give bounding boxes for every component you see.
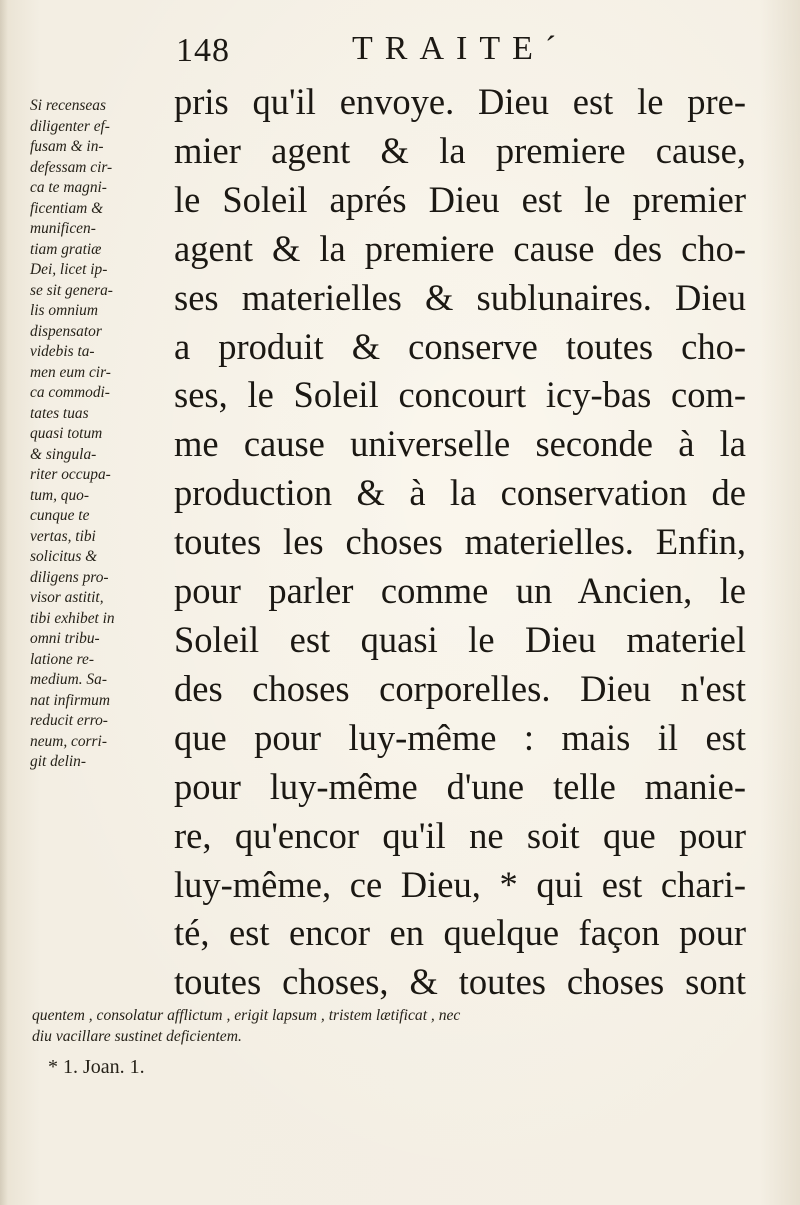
continuation-line: quentem , consolatur afflictum , erigit lapsum , tristem lætificat , nec	[32, 1007, 461, 1024]
continuation-line: diu vacillare sustinet deficientem.	[32, 1028, 242, 1045]
page-header	[0, 28, 800, 78]
page-number: 148	[176, 32, 230, 69]
text-line: production & à la conservation de	[174, 472, 746, 514]
page-gutter-shadow	[0, 0, 8, 1205]
text-line: a produit & conserve toutes cho-	[174, 325, 746, 367]
text-line: agent & la premiere cause des cho-	[174, 227, 746, 269]
text-line: des choses corporelles. Dieu n'est	[174, 667, 746, 709]
text-line: pris qu'il envoye. Dieu est le pre-	[174, 81, 746, 122]
text-line: Soleil est quasi le Dieu materiel	[174, 618, 746, 660]
text-line: ses materielles & sublunaires. Dieu	[174, 276, 746, 318]
margin-note: Si recenseas diligenter ef- fusam & in- defessam cir- ca te magni- ficentiam & munificen- tiam gratiæ Dei, licet ip- se sit genera- lis omnium dispensator videbis ta- men eum cir- ca commodi- tates tuas quasi totum & singula- riter occupa- tum, quo- cunque te vertas, tibi solicitus & diligens pro- visor astitit, tibi exhibet in omni tribu- latione re- medium. Sa- nat infirmum reducit erro- neum, corri- git delin-	[30, 97, 115, 770]
text-line: toutes choses, & toutes choses sont	[174, 961, 746, 1003]
text-line: re, qu'encor qu'il ne soit que pour	[174, 814, 746, 856]
margin-note-continuation	[32, 1005, 772, 1047]
text-line: ses, le Soleil concourt icy-bas com-	[174, 374, 746, 416]
text-line: que pour luy-même : mais il est	[174, 716, 746, 758]
main-text-block	[174, 78, 746, 1007]
footnote: * 1. Joan. 1.	[48, 1056, 145, 1078]
text-line: toutes les choses materielles. Enfin,	[174, 521, 746, 563]
running-title: TRAITE´	[352, 30, 569, 67]
text-line: me cause universelle seconde à la	[174, 423, 746, 465]
text-line: le Soleil aprés Dieu est le premier	[174, 178, 746, 220]
text-line: pour parler comme un Ancien, le	[174, 570, 746, 612]
text-line: pour luy-même d'une telle manie-	[174, 765, 746, 807]
text-line: luy-même, ce Dieu, * qui est chari-	[174, 863, 746, 905]
text-line: té, est encor en quelque façon pour	[174, 912, 746, 954]
text-line: mier agent & la premiere cause,	[174, 129, 746, 171]
